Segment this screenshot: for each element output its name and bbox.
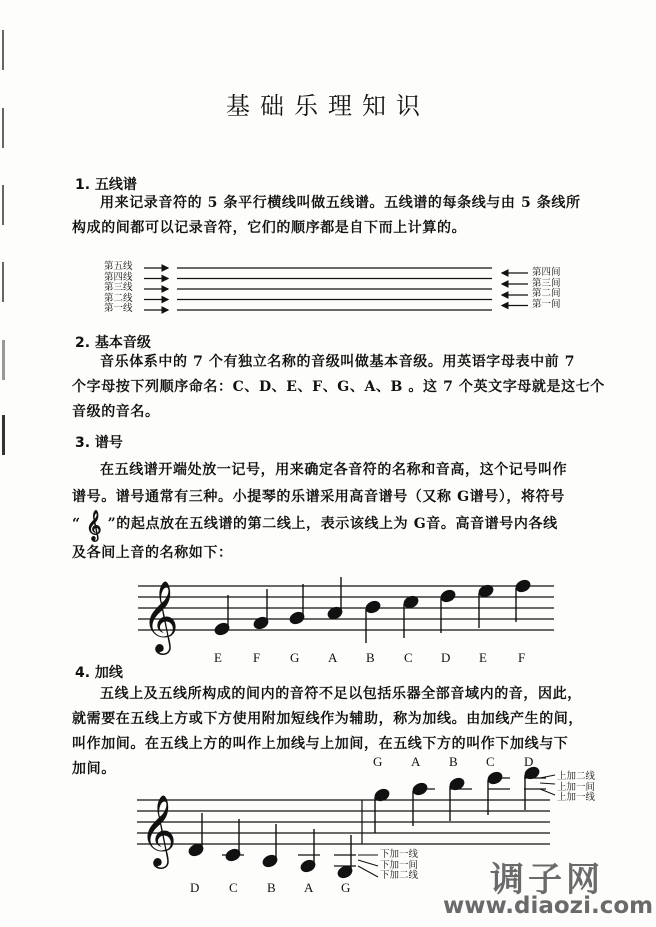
ledger-label: 下加一线: [380, 849, 419, 860]
margin-mark: [2, 30, 4, 70]
note-name: D: [441, 650, 451, 665]
staff-line-label: 第五线: [104, 261, 133, 272]
note-name: A: [328, 650, 338, 665]
paragraph-line: ”的起点放在五线谱的第二线上，表示该线上为 G音。高音谱号内各线: [107, 516, 558, 532]
note-name: D: [190, 880, 200, 895]
note-name: B: [366, 650, 375, 665]
note-name: F: [518, 650, 526, 665]
paragraph-line: 构成的间都可以记录音符，它们的顺序都是自下而上计算的。: [72, 220, 467, 236]
staff-space-label: 第一间: [532, 298, 561, 310]
paragraph-line: 个字母按下列顺序命名：C、D、E、F、G、A、B 。这 7 个英文字母就是这七个: [72, 379, 605, 395]
treble-clef-icon: 𝄞: [140, 793, 177, 866]
treble-staff-graphic: [0, 555, 656, 665]
ledger-label: 上加一线: [557, 792, 596, 803]
note-name: C: [486, 754, 495, 769]
section-paragraph-clef: [72, 457, 612, 567]
paragraph-line: 及各间上音的名称如下：: [72, 545, 233, 561]
note-name: D: [524, 754, 534, 769]
ledger-label: 下加一间: [380, 859, 419, 871]
paragraph-line: 音级的音名。: [72, 404, 160, 420]
note-name: C: [404, 650, 413, 665]
section-paragraph-basic-notes: [72, 350, 612, 425]
ledger-label: 上加一间: [557, 781, 596, 793]
note-name: A: [411, 754, 421, 769]
paragraph-line: 叫作加间。在五线上方的叫作上加线与上加间，在五线下方的叫作下加线与下: [72, 736, 569, 752]
note-name: E: [214, 650, 222, 665]
staff-line-label: 第三线: [104, 282, 133, 293]
page-title: 基础乐理知识: [226, 92, 430, 120]
staff-space-labels: [532, 268, 561, 310]
paragraph-line: 用来记录音符的 5 条平行横线叫做五线谱。五线谱的每条线与由 5 条线所: [100, 195, 581, 211]
watermark-site-name: 调子网: [490, 860, 604, 900]
staff-line-label: 第一线: [104, 303, 133, 314]
paragraph-line: 音乐体系中的 7 个有独立名称的音级叫做基本音级。用英语字母表中前 7: [100, 354, 576, 370]
section-heading-ledger-lines: 4. 加线: [75, 665, 123, 681]
margin-mark: [2, 340, 5, 380]
note-name: B: [449, 754, 458, 769]
note-name: E: [479, 650, 487, 665]
paragraph-line: 五线上及五线所构成的间内的音符不足以包括乐器全部音域内的音，因此，: [100, 686, 582, 702]
paragraph-line: 加间。: [72, 761, 116, 777]
upper-ledger-labels: [557, 772, 595, 804]
note-name: C: [229, 880, 238, 895]
note-name: G: [290, 650, 300, 665]
open-quote: “: [72, 516, 81, 532]
lower-ledger-labels: [380, 850, 418, 882]
staff-line-label: 第四线: [104, 271, 133, 283]
staff-space-label: 第二间: [532, 288, 561, 299]
section-heading-staff: 1. 五线谱: [75, 177, 137, 193]
note-name: F: [253, 650, 261, 665]
note-name: G: [341, 880, 351, 895]
ledger-label: 下加二线: [380, 870, 419, 881]
section-paragraph-staff: [72, 191, 612, 241]
note-name: G: [373, 754, 383, 769]
treble-clef-icon: 𝄞: [86, 511, 103, 541]
treble-clef-icon: 𝄞: [142, 579, 179, 652]
paragraph-line: 就需要在五线上方或下方使用附加短线作为辅助，称为加线。由加线产生的间，: [72, 711, 583, 727]
staff-space-label: 第四间: [532, 267, 561, 278]
section-heading-clef: 3. 谱号: [75, 435, 123, 451]
staff-space-label: 第三间: [532, 277, 561, 289]
note-name: A: [304, 880, 314, 895]
note-name: B: [267, 880, 276, 895]
margin-mark: [2, 415, 5, 455]
paragraph-line: 谱号。谱号通常有三种。小提琴的乐谱采用高音谱号（又称 G谱号），将符号: [72, 489, 565, 505]
section-heading-basic-notes: 2. 基本音级: [75, 335, 151, 351]
paragraph-line: 在五线谱开端处放一记号，用来确定各音符的名称和音高，这个记号叫作: [100, 462, 568, 478]
ledger-label: 上加二线: [557, 771, 596, 782]
margin-mark: [2, 185, 4, 225]
watermark-url: www.diaozi.com: [443, 893, 654, 919]
staff-line-label: 第二线: [104, 292, 133, 304]
